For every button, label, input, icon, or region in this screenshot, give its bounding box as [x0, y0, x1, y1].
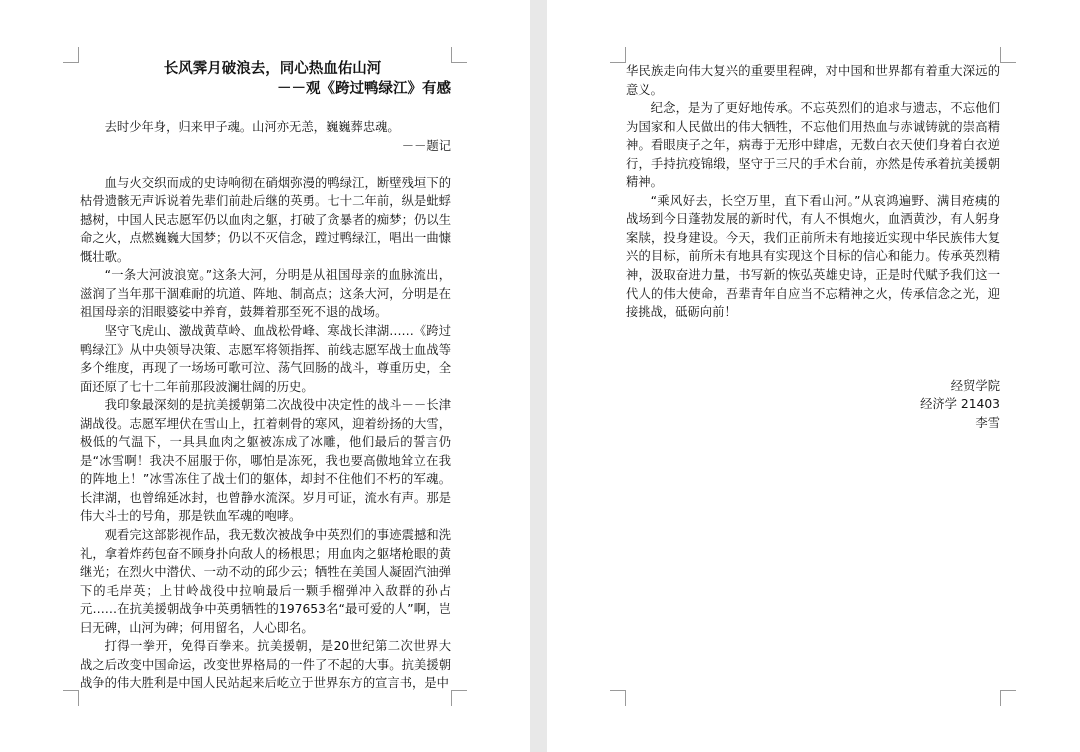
body-paragraph: 我印象最深刻的是抗美援朝第二次战役中决定性的战斗－－长津湖战役。志愿军埋伏在雪山上，扛着刺骨的寒风，迎着纷扬的大雪，极低的气温下，一具具血肉之躯被冻成了冰雕，他们最后的誓言仍是“冰雪啊！我决不屈服于你，哪怕是冻死，我也要高傲地耸立在我的阵地上！”冰雪冻住了战士们的躯体，却封不住他们不朽的军魂。长津湖，也曾绵延冰封，也曾静水流深。岁月可证，流水有声。那是伟大斗士的号角，那是铁血军魂的咆哮。 — [80, 398, 451, 524]
crop-mark — [63, 47, 79, 63]
epigraph — [80, 118, 451, 155]
crop-mark — [610, 47, 626, 63]
crop-mark — [451, 690, 467, 706]
body-paragraph: 打得一拳开，免得百拳来。抗美援朝，是20世纪第二次世界大战之后改变中国命运，改变世界格局的一件了不起的大事。抗美援朝战争的伟大胜利是中国人民站起来后屹立于世界东方的宣言书，是中 — [80, 639, 451, 691]
crop-mark — [610, 690, 626, 706]
epigraph-text: 去时少年身，归来甲子魂。山河亦无恙，巍巍葬忠魂。 — [104, 120, 400, 134]
crop-mark — [1000, 690, 1016, 706]
body-paragraph: 血与火交织而成的史诗响彻在硝烟弥漫的鸭绿江，断壁残垣下的枯骨遗骸无声诉说着先辈们前赴后继的英勇。七十二年前，纵是蚍蜉撼树，中国人民志愿军仍以血肉之躯，打破了贪暴者的痴梦；仍以生命之火，点燃巍巍大国梦；仍以不灭信念，蹚过鸭绿江，唱出一曲慷慨壮歌。 — [80, 175, 451, 264]
body-paragraph: 纪念，是为了更好地传承。不忘英烈们的追求与遗志，不忘他们为国家和人民做出的伟大牺牲，不忘他们用热血与赤诚铸就的崇高精神。看眼庚子之年，病毒于无形中肆虐，无数白衣天使们身着白衣逆行，手持抗疫锦缎，坚守于三尺的手术台前，亦然是传承着抗美援朝精神。 — [626, 101, 1000, 190]
essay-title: 长风霁月破浪去，同心热血佑山河 — [163, 61, 382, 77]
page-1-body — [80, 60, 451, 693]
body-paragraph: “乘风好去，长空万里，直下看山河。”从哀鸿遍野、满目疮痍的战场到今日蓬勃发展的新时代，有人不惧炮火，血洒黄沙，有人躬身案牍，投身建设。今天，我们正前所未有地接近实现中华民族伟大复兴的目标，前所未有地具有实现这个目标的信心和能力。传承英烈精神，汲取奋进力量，书写新的恢弘英雄史诗，正是时代赋予我们这一代人的伟大使命，吾辈青年自应当不忘精神之火，传承信念之光，迎接挑战，砥砺向前！ — [626, 193, 1000, 320]
crop-mark — [451, 47, 467, 63]
essay-subtitle: －－观《跨过鸭绿江》有感 — [277, 81, 451, 97]
body-paragraph: “一条大河波浪宽。”这条大河，分明是从祖国母亲的血脉流出，滋润了当年那干涸难耐的坑道、阵地、制高点；这条大河，分明是在祖国母亲的泪眼婆娑中养育，鼓舞着那至死不退的战场。 — [80, 268, 451, 320]
body-paragraph: 观看完这部影视作品，我无数次被战争中英烈们的事迹震撼和洗礼，拿着炸药包奋不顾身扑向敌人的杨根思；用血肉之躯堵枪眼的黄继光；在烈火中潜伏、一动不动的邱少云；牺牲在美国人凝固汽油弹下的毛岸英；上甘岭战役中拉响最后一颗手榴弹冲入敌群的孙占元……在抗美援朝战争中英勇牺牲的197653名“最可爱的人”啊，岂曰无碑，山河为碑；何用留名，人心即名。 — [80, 528, 451, 635]
epigraph-source: －－题记 — [401, 138, 451, 153]
signature-class: 经济学 21403 — [920, 397, 1000, 412]
page-2-body — [626, 62, 1000, 432]
signature-college: 经贸学院 — [950, 378, 1000, 393]
crop-mark — [63, 690, 79, 706]
signature-name: 李雪 — [975, 415, 1000, 430]
body-paragraph-continued: 华民族走向伟大复兴的重要里程碑，对中国和世界都有着重大深远的意义。 — [626, 64, 1000, 97]
body-paragraph: 坚守飞虎山、激战黄草岭、血战松骨峰、寒战长津湖……《跨过鸭绿江》从中央领导决策、志愿军将领指挥、前线志愿军战士血战等多个维度，再现了一场场可歌可泣、荡气回肠的战斗，尊重历史，全面还原了七十二年前那段波澜壮阔的历史。 — [80, 324, 451, 394]
crop-mark — [1000, 47, 1016, 63]
signature-block — [626, 377, 1000, 433]
